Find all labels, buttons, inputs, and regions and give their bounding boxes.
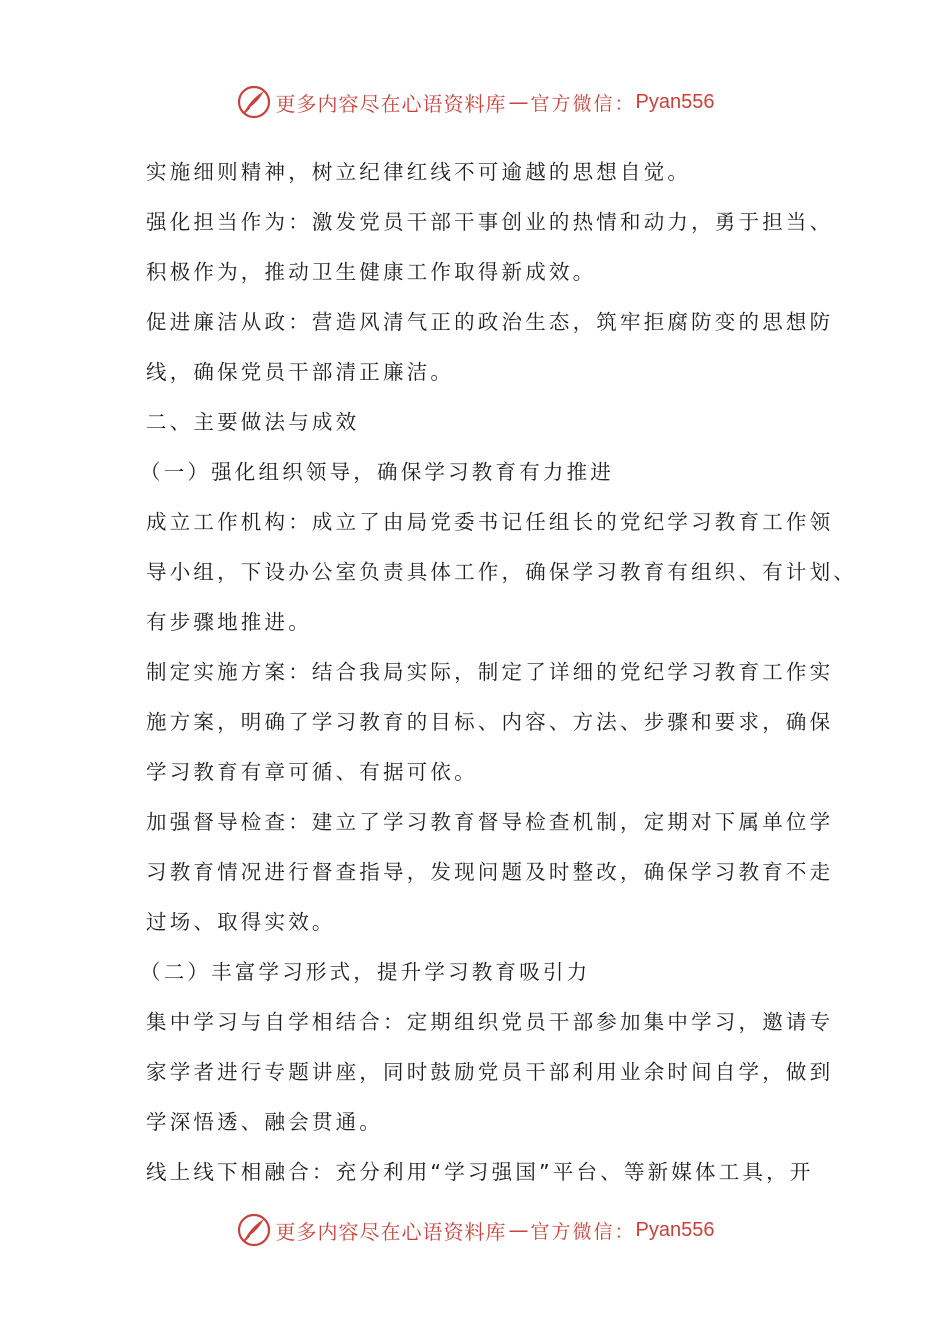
banner-wechat-label: 官方微信： [530,1220,636,1243]
section-heading: 二、主要做法与成效 [146,410,360,434]
body-line: 学深悟透、融会贯通。 [146,1110,383,1134]
banner-wechat-label: 官方微信： [530,92,636,115]
body-line: 实施细则精神，树立纪律红线不可逾越的思想自觉。 [146,160,692,184]
subsection-heading: （二）丰富学习形式，提升学习教育吸引力 [140,960,591,984]
banner-wechat-id: Pyan556 [635,90,715,113]
banner-dash: — [508,90,529,114]
subsection-heading: （一）强化组织领导，确保学习教育有力推进 [140,460,614,484]
body-line: 积极作为，推动卫生健康工作取得新成效。 [146,260,597,284]
banner-text: 更多内容尽在心语资料库 [275,1219,507,1244]
body-line: 习教育情况进行督查指导，发现问题及时整改，确保学习教育不走 [146,860,834,884]
quill-logo-icon [236,1212,272,1248]
body-line: 促进廉洁从政：营造风清气正的政治生态，筑牢拒腐防变的思想防 [146,310,834,334]
body-line: 施方案，明确了学习教育的目标、内容、方法、步骤和要求，确保 [146,710,834,734]
body-line: 制定实施方案：结合我局实际，制定了详细的党纪学习教育工作实 [146,660,834,684]
body-line: 有步骤地推进。 [146,610,312,634]
body-line: 成立工作机构：成立了由局党委书记任组长的党纪学习教育工作领 [146,510,834,534]
banner-text: 更多内容尽在心语资料库 [275,91,507,116]
body-line: 家学者进行专题讲座，同时鼓励党员干部利用业余时间自学，做到 [146,1060,834,1084]
body-line: 集中学习与自学相结合：定期组织党员干部参加集中学习，邀请专 [146,1010,834,1034]
header-banner [0,82,950,122]
document-body [140,147,857,1197]
body-line: 强化担当作为：激发党员干部干事创业的热情和动力，勇于担当、 [146,210,834,234]
body-line: 线，确保党员干部清正廉洁。 [146,360,455,384]
footer-banner [0,1210,950,1250]
banner-wechat-id: Pyan556 [635,1218,715,1241]
quill-logo-icon [236,84,272,120]
body-line: 过场、取得实效。 [146,910,336,934]
body-line: 学习教育有章可循、有据可依。 [146,760,478,784]
body-line: 线上线下相融合：充分利用“学习强国”平台、等新媒体工具，开 [146,1160,814,1184]
body-line: 导小组，下设办公室负责具体工作，确保学习教育有组织、有计划、 [146,560,857,584]
banner-dash: — [508,1218,529,1242]
body-line: 加强督导检查：建立了学习教育督导检查机制，定期对下属单位学 [146,810,834,834]
